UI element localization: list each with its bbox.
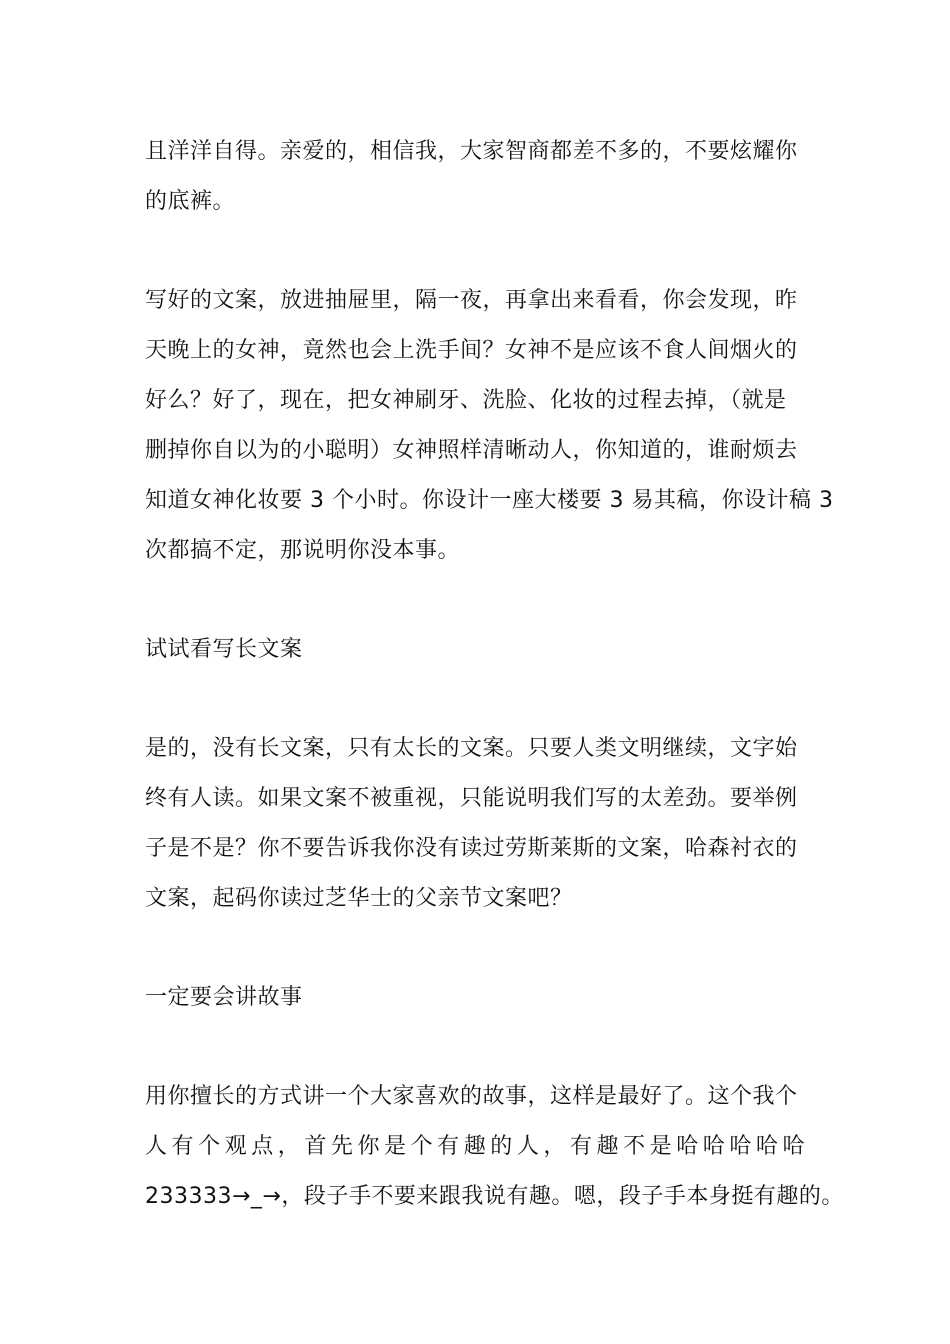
paragraph-2-line-1: 写好的文案，放进抽屉里，隔一夜，再拿出来看看，你会发现，昨 <box>145 288 798 313</box>
paragraph-4-line-2: 人有个观点，首先你是个有趣的人，有趣不是哈哈哈哈哈 <box>145 1134 805 1159</box>
paragraph-2-line-5: 知道女神化妆要 3 个小时。你设计一座大楼要 3 易其稿，你设计稿 3 <box>145 488 834 513</box>
paragraph-2-line-6: 次都搞不定，那说明你没本事。 <box>145 538 461 563</box>
section-heading-long-copy: 试试看写长文案 <box>145 637 303 662</box>
paragraph-4-line-1: 用你擅长的方式讲一个大家喜欢的故事，这样是最好了。这个我个 <box>145 1084 798 1109</box>
paragraph-3-line-3: 子是不是？你不要告诉我你没有读过劳斯莱斯的文案，哈森衬衣的 <box>145 836 798 861</box>
paragraph-1-line-1: 且洋洋自得。亲爱的，相信我，大家智商都差不多的，不要炫耀你 <box>145 139 798 164</box>
paragraph-2-line-2: 天晚上的女神，竟然也会上洗手间？女神不是应该不食人间烟火的 <box>145 338 798 363</box>
paragraph-4-line-3: 233333→_→，段子手不要来跟我说有趣。嗯，段子手本身挺有趣的。 <box>145 1184 844 1209</box>
paragraph-1-line-2: 的底裤。 <box>145 189 236 214</box>
paragraph-3-line-2: 终有人读。如果文案不被重视，只能说明我们写的太差劲。要举例 <box>145 786 798 811</box>
paragraph-3-line-4: 文案，起码你读过芝华士的父亲节文案吧？ <box>145 886 573 911</box>
paragraph-2-line-4: 删掉你自以为的小聪明）女神照样清晰动人，你知道的，谁耐烦去 <box>145 438 798 463</box>
paragraph-3-line-1: 是的，没有长文案，只有太长的文案。只要人类文明继续，文字始 <box>145 736 798 761</box>
section-heading-storytelling: 一定要会讲故事 <box>145 985 303 1010</box>
paragraph-2-line-3: 好么？好了，现在，把女神刷牙、洗脸、化妆的过程去掉，（就是 <box>145 388 787 413</box>
